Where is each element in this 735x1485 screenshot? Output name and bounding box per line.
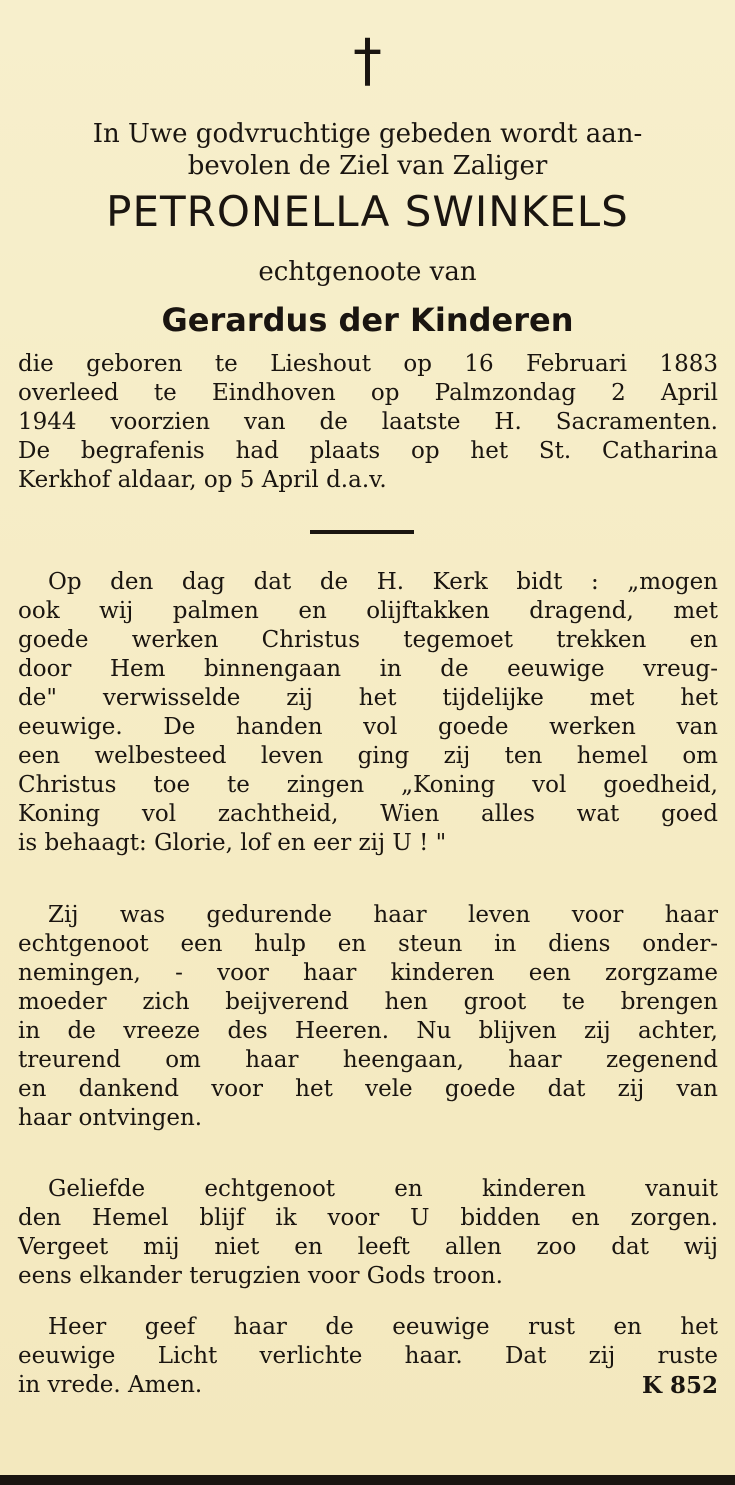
deceased-name: PETRONELLA SWINKELS: [106, 187, 629, 236]
paragraph-2: [18, 901, 718, 1133]
biography: [18, 350, 718, 495]
text-line: goede werken Christus tegemoet trekken en: [18, 627, 718, 653]
print-code: K 852: [641, 1372, 718, 1399]
spouse-of-label: echtgenoote van: [258, 257, 477, 287]
text-line: eens elkander terugzien voor Gods troon.: [18, 1263, 503, 1289]
spouse-name: Gerardus der Kinderen: [161, 301, 574, 339]
text-line: Op den dag dat de H. Kerk bidt : „mogen: [48, 569, 718, 595]
text-line: nemingen, - voor haar kinderen een zorgzame: [18, 960, 718, 986]
text-line: de" verwisselde zij het tijdelijke met het: [18, 685, 718, 711]
text-line: in de vreeze des Heeren. Nu blijven zij achter,: [18, 1018, 718, 1044]
text-line: is behaagt: Glorie, lof en eer zij U ! ": [18, 830, 447, 856]
intro-line: bevolen de Ziel van Zaliger: [187, 151, 548, 181]
text-line: Vergeet mij niet en leeft allen zoo dat wij: [18, 1234, 718, 1260]
text-line: door Hem binnengaan in de eeuwige vreug-: [18, 656, 718, 682]
text-line: haar ontvingen.: [18, 1105, 203, 1131]
paragraph-4: [18, 1313, 718, 1400]
text-line: [18, 1371, 718, 1400]
bio-line: Kerkhof aldaar, op 5 April d.a.v.: [18, 467, 387, 493]
text-line: een welbesteed leven ging zij ten hemel om: [18, 743, 718, 769]
text-line: Geliefde echtgenoot en kinderen vanuit: [48, 1176, 718, 1202]
text-line: eeuwige Licht verlichte haar. Dat zij ruste: [18, 1343, 718, 1369]
closing-text: in vrede. Amen.: [18, 1372, 203, 1398]
text-line: den Hemel blijf ik voor U bidden en zorgen.: [18, 1205, 718, 1231]
text-line: Heer geef haar de eeuwige rust en het: [48, 1314, 718, 1340]
intro-line: In Uwe godvruchtige gebeden wordt aan-: [92, 119, 643, 149]
text-line: echtgenoot een hulp en steun in diens onder-: [18, 931, 718, 957]
intro-text: [20, 118, 715, 182]
text-line: en dankend voor het vele goede dat zij van: [18, 1076, 718, 1102]
text-line: treurend om haar heengaan, haar zegenend: [18, 1047, 718, 1073]
paragraph-3: [18, 1175, 718, 1291]
cross-icon: †: [353, 26, 382, 94]
divider: [310, 530, 414, 534]
text-line: moeder zich beijverend hen groot te brengen: [18, 989, 718, 1015]
bottom-border: [0, 1475, 735, 1485]
bio-line: die geboren te Lieshout op 16 Februari 1883: [18, 351, 718, 377]
text-line: Christus toe te zingen „Koning vol goedheid,: [18, 772, 718, 798]
text-line: eeuwige. De handen vol goede werken van: [18, 714, 718, 740]
text-line: Koning vol zachtheid, Wien alles wat goed: [18, 801, 718, 827]
bio-line: 1944 voorzien van de laatste H. Sacramenten.: [18, 409, 718, 435]
paragraph-1: [18, 568, 718, 858]
text-line: Zij was gedurende haar leven voor haar: [48, 902, 718, 928]
bio-line: De begrafenis had plaats op het St. Catharina: [18, 438, 718, 464]
bio-line: overleed te Eindhoven op Palmzondag 2 April: [18, 380, 718, 406]
text-line: ook wij palmen en olijftakken dragend, met: [18, 598, 718, 624]
